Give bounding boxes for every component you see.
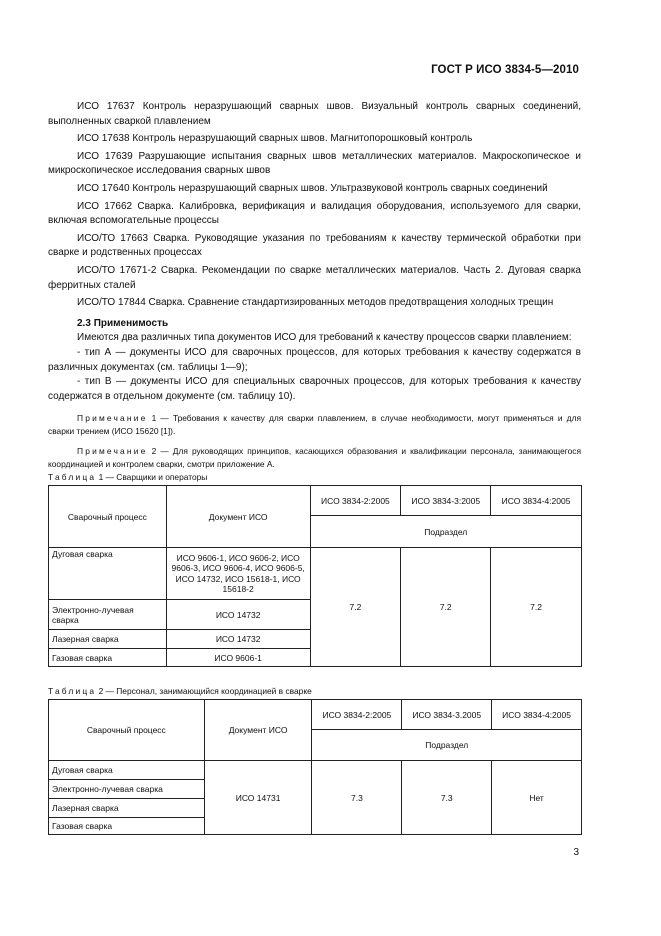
table1-header-doc: Документ ИСО [166,486,310,548]
table2-label: Таблица [48,686,97,696]
table-cell: ИСО 14732 [166,600,310,630]
reference-item: ИСО 17662 Сварка. Калибровка, верификация и валидация оборудования, используемого для сварки, включая вспомогательные процессы [48,200,581,227]
reference-item: ИСО 17639 Разрушающие испытания сварных швов металлических материалов. Макроскопическое и микроскопическое исследования сварных швов [48,150,581,177]
table2-header-doc: Документ ИСО [204,700,312,761]
table-cell: ИСО 9606-1 [166,649,310,667]
table-cell: 7.2 [310,548,401,667]
note [48,445,581,470]
note-text: 1 — Требования к качеству для сварки плавлением, в случае необходимости, могут применяться и для сварки трением (ИСО 15620 [1]). [48,413,581,436]
table-cell: Электронно-лучевая сварка [49,600,167,630]
table2-caption [48,686,312,696]
table-cell: ИСО 9606-1, ИСО 9606-2, ИСО 9606-3, ИСО 9606-4, ИСО 9606-5, ИСО 14732, ИСО 15618-1, ИСО 15618-2 [166,548,310,600]
table1-label: Таблица [48,472,97,482]
table-cell: Лазерная сварка [49,799,205,818]
table-cell: 7.3 [402,761,492,835]
reference-item: ИСО/ТО 17663 Сварка. Руководящие указания по требованиям к качеству термической обработки при сварке и родственных процессах [48,232,581,259]
table-cell: Электронно-лучевая сварка [49,780,205,799]
table2-header-std: ИСО 3834-3.2005 [402,700,492,730]
section-heading [48,317,581,332]
table2-subhead: Подраздел [312,730,582,761]
paragraph: - тип А — документы ИСО для сварочных процессов, для которых требования к качеству содержатся в различных документах (см. таблицы 1—9); [48,346,581,373]
table1-header-std: ИСО 3834-3:2005 [401,486,491,516]
page-number: 3 [573,847,579,858]
reference-item: ИСО/ТО 17844 Сварка. Сравнение стандартизированных методов предотвращения холодных трещин [77,297,554,309]
table-cell: ИСО 14731 [204,761,312,835]
table-cell: 7.2 [491,548,582,667]
document-header: ГОСТ Р ИСО 3834-5—2010 [431,64,579,76]
table-cell: Дуговая сварка [49,548,167,600]
table1 [48,485,582,667]
table1-caption [48,472,207,482]
table2 [48,699,582,835]
note-label: Примечание [77,413,148,424]
paragraph: Имеются два различных типа документов ИСО для требований к качеству процессов сварки плавлением: [77,332,572,344]
table-cell: Дуговая сварка [49,761,205,780]
table1-header-std: ИСО 3834-4:2005 [491,486,582,516]
table-cell: Газовая сварка [49,649,167,667]
note [48,412,581,437]
table1-header-std: ИСО 3834-2:2005 [310,486,401,516]
table-cell: Лазерная сварка [49,630,167,649]
table1-header-process: Сварочный процесс [49,486,167,548]
section-number: 2.3 [77,317,91,329]
body-text [48,97,581,470]
table-cell: ИСО 14732 [166,630,310,649]
reference-item: ИСО 17638 Контроль неразрушающий сварных швов. Магнитопорошковый контроль [77,133,473,145]
reference-item: ИСО 17637 Контроль неразрушающий сварных швов. Визуальный контроль сварных соединений, выполненных сваркой плавлением [48,101,581,127]
table1-caption-text: 1 — Сварщики и операторы [98,472,208,482]
table2-header-std: ИСО 3834-4:2005 [492,700,582,730]
table2-caption-text: 2 — Персонал, занимающийся координацией в сварке [98,686,312,696]
paragraph: - тип В — документы ИСО для специальных сварочных процессов, для которых требования к качеству содержатся в отдельном документе (см. таблицу 10). [48,376,581,402]
reference-item: ИСО/ТО 17671-2 Сварка. Рекомендации по сварке металлических материалов. Часть 2. Дуговая сварка ферритных сталей [48,264,581,291]
table-cell: Нет [492,761,582,835]
table-cell: 7.3 [312,761,402,835]
table2-header-std: ИСО 3834-2:2005 [312,700,402,730]
table-cell: Газовая сварка [49,818,205,835]
table-cell: 7.2 [401,548,491,667]
table1-subhead: Подраздел [310,516,582,548]
reference-item: ИСО 17640 Контроль неразрушающий сварных швов. Ультразвуковой контроль сварных соединений [77,182,548,194]
note-text: 2 — Для руководящих принципов, касающихся образования и квалификации персонала, занимающегося координацией и контролем сварки, смотри приложение А. [48,446,581,469]
section-title: Применимость [93,317,169,329]
note-label: Примечание [77,446,148,457]
table2-header-process: Сварочный процесс [49,700,205,761]
